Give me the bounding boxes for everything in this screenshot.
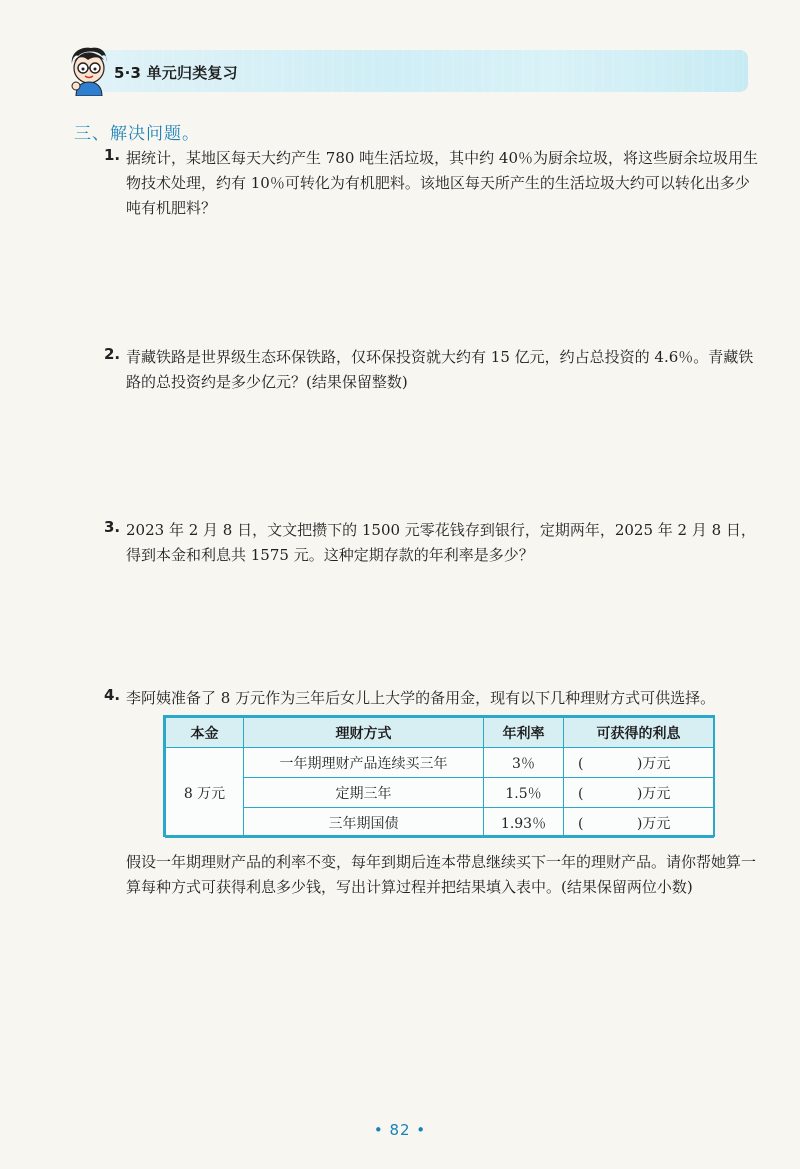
rate-cell: 3％ <box>484 748 564 778</box>
question-text: 李阿姨准备了 8 万元作为三年后女儿上大学的备用金，现有以下几种理财方式可供选择。 <box>126 689 716 707</box>
method-cell: 三年期国债 <box>244 808 484 838</box>
header-interest: 可获得的利息 <box>564 718 714 748</box>
question-4-followup: 假设一年期理财产品的利率不变，每年到期后连本带息继续买下一年的理财产品。请你帮她算一算每种方式可获得利息多少钱，写出计算过程并把结果填入表中。(结果保留两位小数) <box>126 853 757 896</box>
principal-cell: 8 万元 <box>166 748 244 838</box>
question-text: 青藏铁路是世界级生态环保铁路，仅环保投资就大约有 15 亿元，约占总投资的 4.6％。青藏铁路的总投资约是多少亿元？(结果保留整数) <box>126 348 754 391</box>
interest-answer-blank[interactable]: ( )万元 <box>564 808 714 838</box>
question-text: 2023 年 2 月 8 日，文文把攒下的 1500 元零花钱存到银行，定期两年，2025 年 2 月 8 日，得到本金和利息共 1575 元。这种定期存款的年利率是多少？ <box>126 521 756 564</box>
interest-answer-blank[interactable]: ( )万元 <box>564 748 714 778</box>
page-number: • 82 • <box>373 1121 427 1139</box>
method-cell: 定期三年 <box>244 778 484 808</box>
interest-answer-blank[interactable]: ( )万元 <box>564 778 714 808</box>
question-number: 1. <box>104 146 121 164</box>
unit-title: 5·3 单元归类复习 <box>114 64 238 82</box>
table-header-row <box>166 718 714 748</box>
table-row <box>166 748 714 778</box>
mascot-boy-icon <box>64 44 112 96</box>
rate-cell: 1.5％ <box>484 778 564 808</box>
header-method: 理财方式 <box>244 718 484 748</box>
table-row <box>166 778 714 808</box>
investment-table <box>163 715 715 837</box>
section-title: 三、解决问题。 <box>74 124 200 144</box>
question-text: 据统计，某地区每天大约产生 780 吨生活垃圾，其中约 40％为厨余垃圾，将这些厨余垃圾用生物技术处理，约有 10％可转化为有机肥料。该地区每天所产生的生活垃圾大约可以转化出多少吨有机肥料？ <box>126 149 759 217</box>
rate-cell: 1.93％ <box>484 808 564 838</box>
question-number: 3. <box>104 518 121 536</box>
header-principal: 本金 <box>166 718 244 748</box>
question-number: 2. <box>104 345 121 363</box>
table-row <box>166 808 714 838</box>
header-rate: 年利率 <box>484 718 564 748</box>
method-cell: 一年期理财产品连续买三年 <box>244 748 484 778</box>
question-number: 4. <box>104 686 121 704</box>
